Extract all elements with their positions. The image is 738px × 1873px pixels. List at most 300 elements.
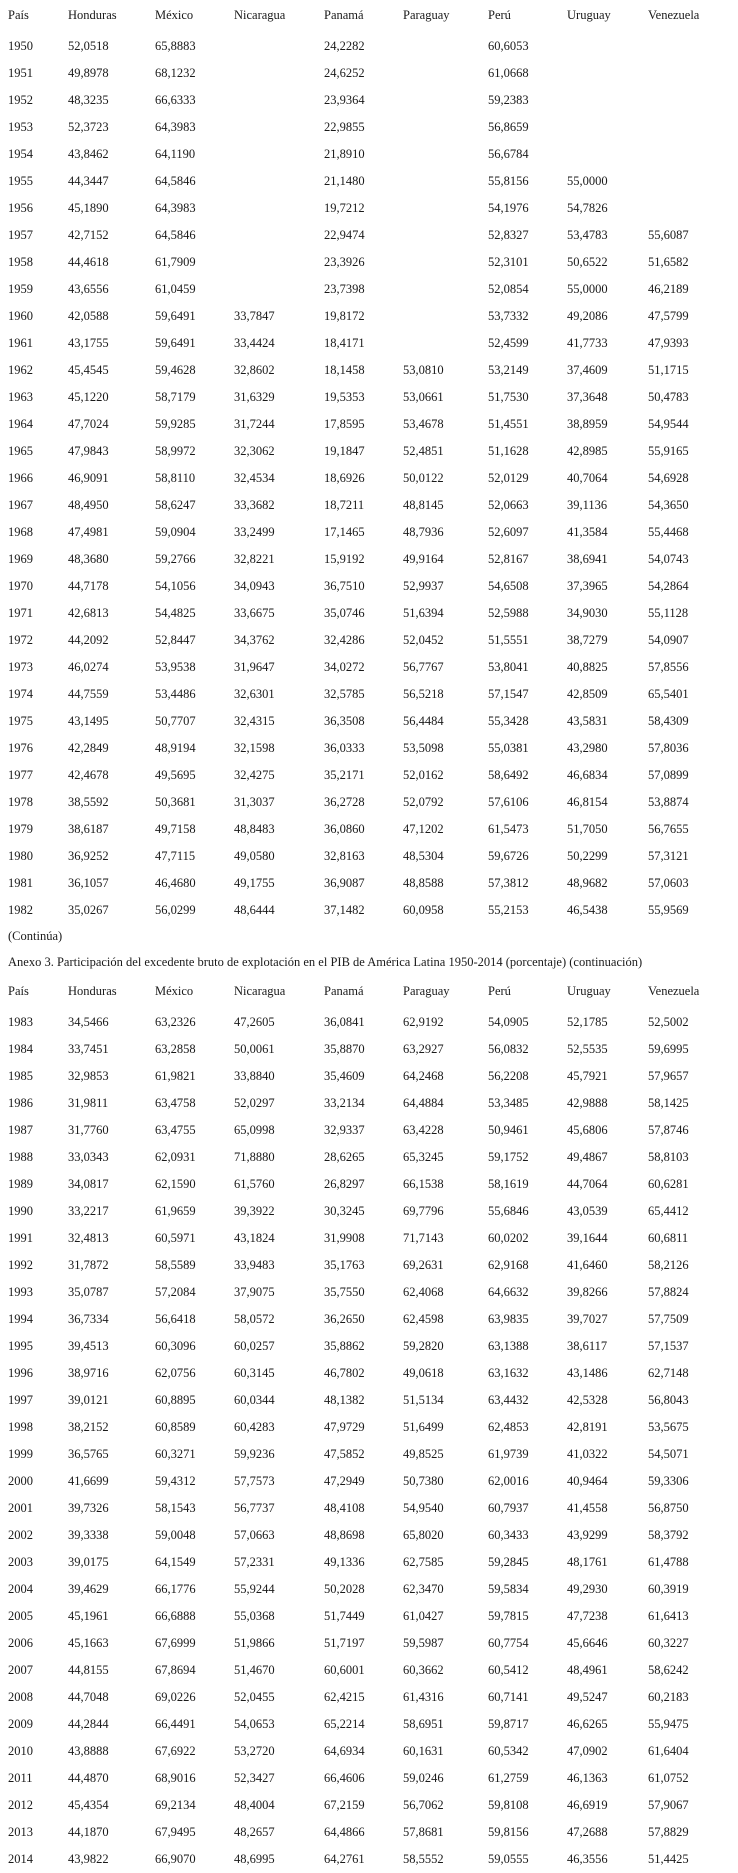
value-cell: [648, 87, 738, 114]
value-cell: 67,2159: [324, 1798, 365, 1812]
value-cell: 59,0246: [403, 1771, 444, 1785]
value-cell: 54,0905: [488, 1015, 529, 1029]
value-cell: 60,5412: [488, 1663, 529, 1677]
table-row: [8, 1144, 738, 1171]
value-cell: 57,1537: [648, 1339, 689, 1353]
year-cell: 1954: [8, 147, 33, 161]
data-table-1950-1982: [8, 0, 738, 924]
value-cell: 38,9716: [68, 1366, 109, 1380]
value-cell: 43,1486: [567, 1366, 608, 1380]
value-cell: 36,0841: [324, 1015, 365, 1029]
value-cell: 64,4866: [324, 1825, 365, 1839]
value-cell: 49,8525: [403, 1447, 444, 1461]
year-cell: 1957: [8, 228, 33, 242]
value-cell: 66,1538: [403, 1177, 444, 1191]
table-row: [8, 1576, 738, 1603]
value-cell: 42,6813: [68, 606, 109, 620]
value-cell: [403, 195, 488, 222]
value-cell: 66,4491: [155, 1717, 196, 1731]
year-cell: 1994: [8, 1312, 33, 1326]
value-cell: 48,3235: [68, 93, 109, 107]
value-cell: 58,6492: [488, 768, 529, 782]
value-cell: 52,0854: [488, 282, 529, 296]
value-cell: 59,9236: [234, 1447, 275, 1461]
value-cell: 37,3648: [567, 390, 608, 404]
year-cell: 1986: [8, 1096, 33, 1110]
value-cell: 58,6247: [155, 498, 196, 512]
value-cell: 58,3792: [648, 1528, 689, 1542]
column-header: México: [155, 8, 194, 22]
year-cell: 1952: [8, 93, 33, 107]
table-row: [8, 681, 738, 708]
value-cell: 39,1644: [567, 1231, 608, 1245]
value-cell: 36,3508: [324, 714, 365, 728]
value-cell: 48,4950: [68, 498, 109, 512]
year-cell: 1990: [8, 1204, 33, 1218]
value-cell: 64,3983: [155, 120, 196, 134]
value-cell: [403, 114, 488, 141]
value-cell: 60,2183: [648, 1690, 689, 1704]
column-header: Panamá: [324, 8, 364, 22]
value-cell: 24,2282: [324, 39, 365, 53]
value-cell: 33,7451: [68, 1042, 109, 1056]
value-cell: 53,3485: [488, 1096, 529, 1110]
value-cell: 15,9192: [324, 552, 365, 566]
year-cell: 1998: [8, 1420, 33, 1434]
value-cell: 41,0322: [567, 1447, 608, 1461]
value-cell: 56,4484: [403, 714, 444, 728]
value-cell: 56,7767: [403, 660, 444, 674]
value-cell: [403, 303, 488, 330]
value-cell: 45,6646: [567, 1636, 608, 1650]
column-header: País: [8, 8, 29, 22]
value-cell: 61,4316: [403, 1690, 444, 1704]
value-cell: 55,3428: [488, 714, 529, 728]
value-cell: 59,2845: [488, 1555, 529, 1569]
value-cell: 54,3650: [648, 498, 689, 512]
value-cell: 44,7064: [567, 1177, 608, 1191]
table-row: [8, 33, 738, 60]
value-cell: 58,9972: [155, 444, 196, 458]
value-cell: 44,2092: [68, 633, 109, 647]
table-row: [8, 60, 738, 87]
year-cell: 1963: [8, 390, 33, 404]
table-row: [8, 1225, 738, 1252]
value-cell: 57,0663: [234, 1528, 275, 1542]
value-cell: 52,0297: [234, 1096, 275, 1110]
value-cell: 57,3812: [488, 876, 529, 890]
value-cell: 37,4609: [567, 363, 608, 377]
value-cell: 44,3447: [68, 174, 109, 188]
year-cell: 1967: [8, 498, 33, 512]
year-cell: 1965: [8, 444, 33, 458]
value-cell: 54,5071: [648, 1447, 689, 1461]
value-cell: 42,5328: [567, 1393, 608, 1407]
value-cell: 56,7062: [403, 1798, 444, 1812]
table-row: [8, 1846, 738, 1873]
value-cell: 35,0787: [68, 1285, 109, 1299]
value-cell: 42,0588: [68, 309, 109, 323]
value-cell: 59,2766: [155, 552, 196, 566]
value-cell: 57,6106: [488, 795, 529, 809]
value-cell: [234, 114, 324, 141]
value-cell: [567, 87, 648, 114]
value-cell: 32,4275: [234, 768, 275, 782]
value-cell: 21,1480: [324, 174, 365, 188]
value-cell: 57,8556: [648, 660, 689, 674]
value-cell: 39,0175: [68, 1555, 109, 1569]
value-cell: 62,0931: [155, 1150, 196, 1164]
table-row: [8, 519, 738, 546]
value-cell: 33,2217: [68, 1204, 109, 1218]
value-cell: 65,8883: [155, 39, 196, 53]
value-cell: 59,2383: [488, 93, 529, 107]
year-cell: 1999: [8, 1447, 33, 1461]
value-cell: 55,1128: [648, 606, 689, 620]
value-cell: 36,1057: [68, 876, 109, 890]
value-cell: 43,1495: [68, 714, 109, 728]
value-cell: 51,1715: [648, 363, 689, 377]
value-cell: 48,4108: [324, 1501, 365, 1515]
column-header: Nicaragua: [234, 8, 286, 22]
value-cell: 62,7585: [403, 1555, 444, 1569]
value-cell: 36,7510: [324, 579, 365, 593]
value-cell: 31,3037: [234, 795, 275, 809]
table-row: [8, 492, 738, 519]
value-cell: 55,0000: [567, 282, 608, 296]
table-row: [8, 1387, 738, 1414]
value-cell: 42,8509: [567, 687, 608, 701]
value-cell: 61,5760: [234, 1177, 275, 1191]
value-cell: 55,6087: [648, 228, 689, 242]
column-header: Paraguay: [403, 8, 450, 22]
value-cell: 39,4629: [68, 1582, 109, 1596]
value-cell: 56,5218: [403, 687, 444, 701]
value-cell: 47,1202: [403, 822, 444, 836]
value-cell: 32,8602: [234, 363, 275, 377]
year-cell: 1966: [8, 471, 33, 485]
value-cell: 59,4628: [155, 363, 196, 377]
value-cell: 62,4215: [324, 1690, 365, 1704]
table-row: [8, 843, 738, 870]
table-row: [8, 1090, 738, 1117]
value-cell: 23,3926: [324, 255, 365, 269]
table-row: [8, 141, 738, 168]
value-cell: 43,8888: [68, 1744, 109, 1758]
value-cell: 63,4755: [155, 1123, 196, 1137]
value-cell: 67,8694: [155, 1663, 196, 1677]
year-cell: 1955: [8, 174, 33, 188]
value-cell: 30,3245: [324, 1204, 365, 1218]
value-cell: 61,6404: [648, 1744, 689, 1758]
value-cell: 57,0603: [648, 876, 689, 890]
value-cell: 59,0904: [155, 525, 196, 539]
value-cell: [403, 330, 488, 357]
value-cell: 65,3245: [403, 1150, 444, 1164]
table-row: [8, 1414, 738, 1441]
value-cell: 49,8978: [68, 66, 109, 80]
value-cell: 36,9252: [68, 849, 109, 863]
value-cell: 44,4618: [68, 255, 109, 269]
value-cell: 35,4609: [324, 1069, 365, 1083]
value-cell: 66,6888: [155, 1609, 196, 1623]
table-row: [8, 1333, 738, 1360]
value-cell: 46,0274: [68, 660, 109, 674]
value-cell: 41,3584: [567, 525, 608, 539]
value-cell: 58,1543: [155, 1501, 196, 1515]
table-row: [8, 1819, 738, 1846]
value-cell: 48,8483: [234, 822, 275, 836]
year-cell: 2006: [8, 1636, 33, 1650]
value-cell: 46,1363: [567, 1771, 608, 1785]
column-header: Honduras: [68, 8, 117, 22]
value-cell: 47,9393: [648, 336, 689, 350]
table-row: [8, 1792, 738, 1819]
value-cell: 49,1336: [324, 1555, 365, 1569]
value-cell: 42,8985: [567, 444, 608, 458]
value-cell: 51,4425: [648, 1852, 689, 1866]
value-cell: [234, 168, 324, 195]
year-cell: 1971: [8, 606, 33, 620]
value-cell: 60,8895: [155, 1393, 196, 1407]
value-cell: 58,1619: [488, 1177, 529, 1191]
value-cell: 50,9461: [488, 1123, 529, 1137]
value-cell: 65,5401: [648, 687, 689, 701]
table-row: [8, 708, 738, 735]
value-cell: 48,1382: [324, 1393, 365, 1407]
table-row: [8, 114, 738, 141]
value-cell: 63,1388: [488, 1339, 529, 1353]
table-row: [8, 1657, 738, 1684]
value-cell: 41,6699: [68, 1474, 109, 1488]
value-cell: 43,8462: [68, 147, 109, 161]
value-cell: 50,0122: [403, 471, 444, 485]
value-cell: 64,4884: [403, 1096, 444, 1110]
value-cell: 17,8595: [324, 417, 365, 431]
value-cell: 43,9299: [567, 1528, 608, 1542]
year-cell: 2012: [8, 1798, 33, 1812]
year-cell: 1980: [8, 849, 33, 863]
value-cell: 40,7064: [567, 471, 608, 485]
value-cell: 67,9495: [155, 1825, 196, 1839]
value-cell: 23,9364: [324, 93, 365, 107]
value-cell: 49,7158: [155, 822, 196, 836]
year-cell: 2001: [8, 1501, 33, 1515]
value-cell: 48,9194: [155, 741, 196, 755]
value-cell: 57,0899: [648, 768, 689, 782]
value-cell: [403, 60, 488, 87]
value-cell: 32,9853: [68, 1069, 109, 1083]
year-cell: 1972: [8, 633, 33, 647]
value-cell: 32,1598: [234, 741, 275, 755]
value-cell: 52,3723: [68, 120, 109, 134]
value-cell: 50,4783: [648, 390, 689, 404]
value-cell: 61,0668: [488, 66, 529, 80]
value-cell: 34,0817: [68, 1177, 109, 1191]
table-row: [8, 330, 738, 357]
value-cell: 71,7143: [403, 1231, 444, 1245]
table-row: [8, 276, 738, 303]
value-cell: 57,8036: [648, 741, 689, 755]
value-cell: 59,5834: [488, 1582, 529, 1596]
table-row: [8, 1306, 738, 1333]
value-cell: 39,7326: [68, 1501, 109, 1515]
value-cell: 39,4513: [68, 1339, 109, 1353]
value-cell: 17,1465: [324, 525, 365, 539]
year-cell: 1960: [8, 309, 33, 323]
value-cell: 60,3433: [488, 1528, 529, 1542]
value-cell: 47,9843: [68, 444, 109, 458]
table-row: [8, 1198, 738, 1225]
value-cell: 55,9475: [648, 1717, 689, 1731]
table-row: [8, 1495, 738, 1522]
value-cell: 52,0455: [234, 1690, 275, 1704]
value-cell: 60,6053: [488, 39, 529, 53]
value-cell: 59,8717: [488, 1717, 529, 1731]
column-header: Perú: [488, 8, 511, 22]
value-cell: 60,1631: [403, 1744, 444, 1758]
value-cell: 57,9067: [648, 1798, 689, 1812]
value-cell: 45,1663: [68, 1636, 109, 1650]
value-cell: 57,7573: [234, 1474, 275, 1488]
value-cell: 58,5589: [155, 1258, 196, 1272]
value-cell: 53,4678: [403, 417, 444, 431]
value-cell: 60,8589: [155, 1420, 196, 1434]
value-cell: [234, 60, 324, 87]
value-cell: 65,4412: [648, 1204, 689, 1218]
value-cell: 38,8959: [567, 417, 608, 431]
value-cell: 58,2126: [648, 1258, 689, 1272]
value-cell: 63,2326: [155, 1015, 196, 1029]
value-cell: 49,4867: [567, 1150, 608, 1164]
value-cell: 55,2153: [488, 903, 529, 917]
value-cell: 54,2864: [648, 579, 689, 593]
value-cell: 48,6444: [234, 903, 275, 917]
value-cell: 60,7754: [488, 1636, 529, 1650]
value-cell: 61,0752: [648, 1771, 689, 1785]
value-cell: 58,8103: [648, 1150, 689, 1164]
value-cell: 31,6329: [234, 390, 275, 404]
value-cell: 48,8698: [324, 1528, 365, 1542]
value-cell: 44,4870: [68, 1771, 109, 1785]
value-cell: [648, 195, 738, 222]
value-cell: 33,2134: [324, 1096, 365, 1110]
value-cell: 33,3682: [234, 498, 275, 512]
value-cell: 19,1847: [324, 444, 365, 458]
value-cell: 57,8746: [648, 1123, 689, 1137]
value-cell: 57,2331: [234, 1555, 275, 1569]
value-cell: 49,5695: [155, 768, 196, 782]
value-cell: 38,6187: [68, 822, 109, 836]
value-cell: 34,5466: [68, 1015, 109, 1029]
value-cell: 58,5552: [403, 1852, 444, 1866]
value-cell: 53,7332: [488, 309, 529, 323]
column-header: Perú: [488, 984, 511, 998]
column-header: Uruguay: [567, 984, 611, 998]
value-cell: 51,5551: [488, 633, 529, 647]
value-cell: 49,0580: [234, 849, 275, 863]
value-cell: 18,6926: [324, 471, 365, 485]
value-cell: 52,0452: [403, 633, 444, 647]
value-cell: 51,7449: [324, 1609, 365, 1623]
column-header: Honduras: [68, 984, 117, 998]
table-header-row: [8, 976, 738, 1009]
year-cell: 1979: [8, 822, 33, 836]
value-cell: 57,8824: [648, 1285, 689, 1299]
value-cell: 33,2499: [234, 525, 275, 539]
value-cell: 57,9657: [648, 1069, 689, 1083]
year-cell: 1961: [8, 336, 33, 350]
value-cell: 67,6922: [155, 1744, 196, 1758]
value-cell: 47,2605: [234, 1015, 275, 1029]
value-cell: 41,6460: [567, 1258, 608, 1272]
value-cell: 53,8041: [488, 660, 529, 674]
value-cell: 60,0257: [234, 1339, 275, 1353]
value-cell: 32,8221: [234, 552, 275, 566]
value-cell: [648, 60, 738, 87]
table-row: [8, 303, 738, 330]
value-cell: 55,9165: [648, 444, 689, 458]
value-cell: 53,8874: [648, 795, 689, 809]
value-cell: 32,6301: [234, 687, 275, 701]
value-cell: 41,7733: [567, 336, 608, 350]
year-cell: 2007: [8, 1663, 33, 1677]
value-cell: 38,2152: [68, 1420, 109, 1434]
value-cell: [403, 141, 488, 168]
value-cell: 52,0663: [488, 498, 529, 512]
year-cell: 1953: [8, 120, 33, 134]
value-cell: 51,4670: [234, 1663, 275, 1677]
value-cell: 50,2299: [567, 849, 608, 863]
year-cell: 1989: [8, 1177, 33, 1191]
value-cell: 32,4813: [68, 1231, 109, 1245]
value-cell: 51,6499: [403, 1420, 444, 1434]
value-cell: 63,2927: [403, 1042, 444, 1056]
value-cell: 44,7178: [68, 579, 109, 593]
value-cell: 39,1136: [567, 498, 608, 512]
value-cell: 65,0998: [234, 1123, 275, 1137]
value-cell: 49,2086: [567, 309, 608, 323]
value-cell: 64,2468: [403, 1069, 444, 1083]
value-cell: 36,2650: [324, 1312, 365, 1326]
value-cell: 61,7909: [155, 255, 196, 269]
value-cell: 63,1632: [488, 1366, 529, 1380]
year-cell: 1987: [8, 1123, 33, 1137]
value-cell: 48,4961: [567, 1663, 608, 1677]
value-cell: 61,0459: [155, 282, 196, 296]
value-cell: 55,0368: [234, 1609, 275, 1623]
value-cell: 23,7398: [324, 282, 365, 296]
year-cell: 1984: [8, 1042, 33, 1056]
table-row: [8, 1684, 738, 1711]
year-cell: 1951: [8, 66, 33, 80]
value-cell: 62,4853: [488, 1420, 529, 1434]
value-cell: 51,4551: [488, 417, 529, 431]
year-cell: 1996: [8, 1366, 33, 1380]
table-row: [8, 1036, 738, 1063]
table-row: [8, 627, 738, 654]
value-cell: 56,8750: [648, 1501, 689, 1515]
table-row: [8, 1252, 738, 1279]
value-cell: 56,8043: [648, 1393, 689, 1407]
value-cell: 59,5987: [403, 1636, 444, 1650]
value-cell: 26,8297: [324, 1177, 365, 1191]
value-cell: 60,0958: [403, 903, 444, 917]
value-cell: 34,0272: [324, 660, 365, 674]
value-cell: 52,5535: [567, 1042, 608, 1056]
value-cell: 37,1482: [324, 903, 365, 917]
value-cell: 35,8870: [324, 1042, 365, 1056]
